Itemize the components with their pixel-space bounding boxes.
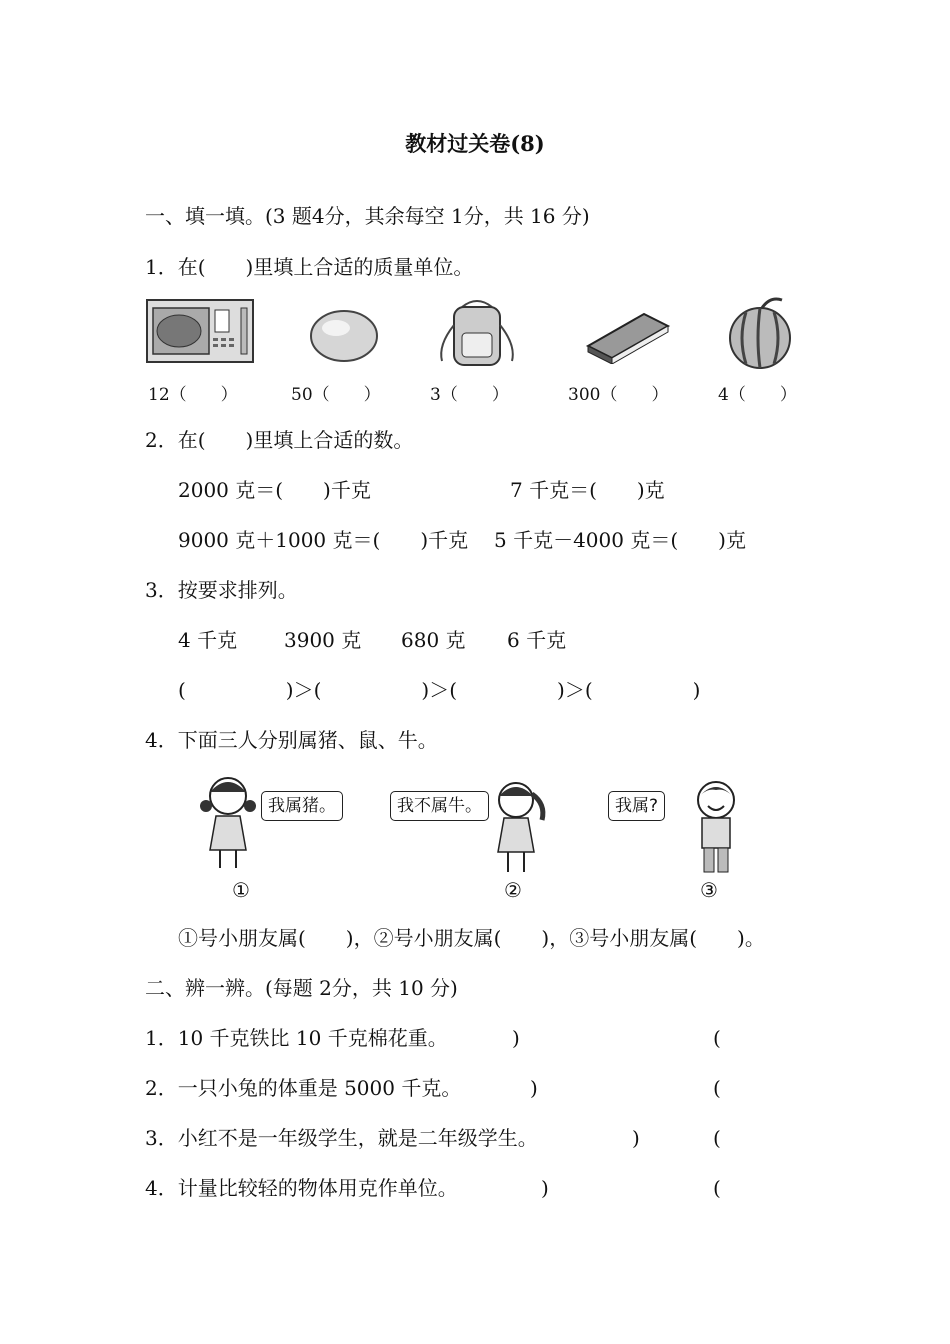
- backpack-icon: [432, 295, 522, 369]
- q1-label-3: 3（ ）: [430, 385, 509, 405]
- judge-open-2: (: [713, 1076, 721, 1100]
- judge-open-1: (: [713, 1026, 721, 1050]
- book-icon: [582, 306, 672, 364]
- q3-order-blanks: ( )＞( )＞( )＞( ): [178, 678, 701, 702]
- q1-text: 1．在( )里填上合适的质量单位。: [145, 255, 474, 279]
- kid-number-2: ②: [504, 878, 522, 902]
- page-title: 教材过关卷(8): [405, 131, 545, 156]
- judge-close-2: ): [530, 1076, 538, 1100]
- egg-icon: [308, 308, 380, 364]
- q2-line1b: 7 千克＝( )克: [510, 478, 665, 502]
- judge-item-4: 4．计量比较轻的物体用克作单位。: [145, 1176, 458, 1200]
- boy-icon: [686, 776, 746, 876]
- section1-heading: 一、填一填。(3 题4分，其余每空 1分，共 16 分): [145, 204, 590, 228]
- judge-close-4: ): [541, 1176, 549, 1200]
- speech-bubble-2: 我不属牛。: [390, 791, 489, 821]
- q2-line2a: 9000 克＋1000 克＝( )千克: [178, 528, 469, 552]
- q1-label-4: 300（ ）: [568, 385, 669, 405]
- q3-item-1: 4 千克: [178, 628, 238, 652]
- q1-label-1: 12（ ）: [148, 385, 238, 405]
- q3-item-3: 680 克: [401, 628, 466, 652]
- girl-icon: [486, 776, 550, 876]
- kid-number-3: ③: [700, 878, 718, 902]
- speech-bubble-3: 我属?: [608, 791, 665, 821]
- q2-line1a: 2000 克＝( )千克: [178, 478, 371, 502]
- microwave-icon: [145, 298, 257, 366]
- judge-item-1: 1．10 千克铁比 10 千克棉花重。: [145, 1026, 448, 1050]
- q3-text: 3．按要求排列。: [145, 578, 298, 602]
- kid-number-1: ①: [232, 878, 250, 902]
- q4-answer: ①号小朋友属( )，②号小朋友属( )，③号小朋友属( )。: [178, 926, 765, 950]
- q1-label-2: 50（ ）: [291, 385, 381, 405]
- judge-open-4: (: [713, 1176, 721, 1200]
- q4-text: 4．下面三人分别属猪、鼠、牛。: [145, 728, 438, 752]
- judge-open-3: (: [713, 1126, 721, 1150]
- q2-text: 2．在( )里填上合适的数。: [145, 428, 414, 452]
- girl-icon: [196, 770, 260, 874]
- judge-item-3: 3．小红不是一年级学生，就是二年级学生。: [145, 1126, 538, 1150]
- watermelon-icon: [722, 294, 802, 370]
- speech-bubble-1: 我属猪。: [261, 791, 343, 821]
- judge-close-1: ): [512, 1026, 520, 1050]
- q3-item-2: 3900 克: [284, 628, 362, 652]
- q1-label-5: 4（ ）: [718, 385, 797, 405]
- judge-item-2: 2．一只小兔的体重是 5000 千克。: [145, 1076, 462, 1100]
- q2-line2b: 5 千克－4000 克＝( )克: [494, 528, 746, 552]
- section2-heading: 二、辨一辨。(每题 2分，共 10 分): [145, 976, 458, 1000]
- judge-close-3: ): [632, 1126, 640, 1150]
- q3-item-4: 6 千克: [507, 628, 567, 652]
